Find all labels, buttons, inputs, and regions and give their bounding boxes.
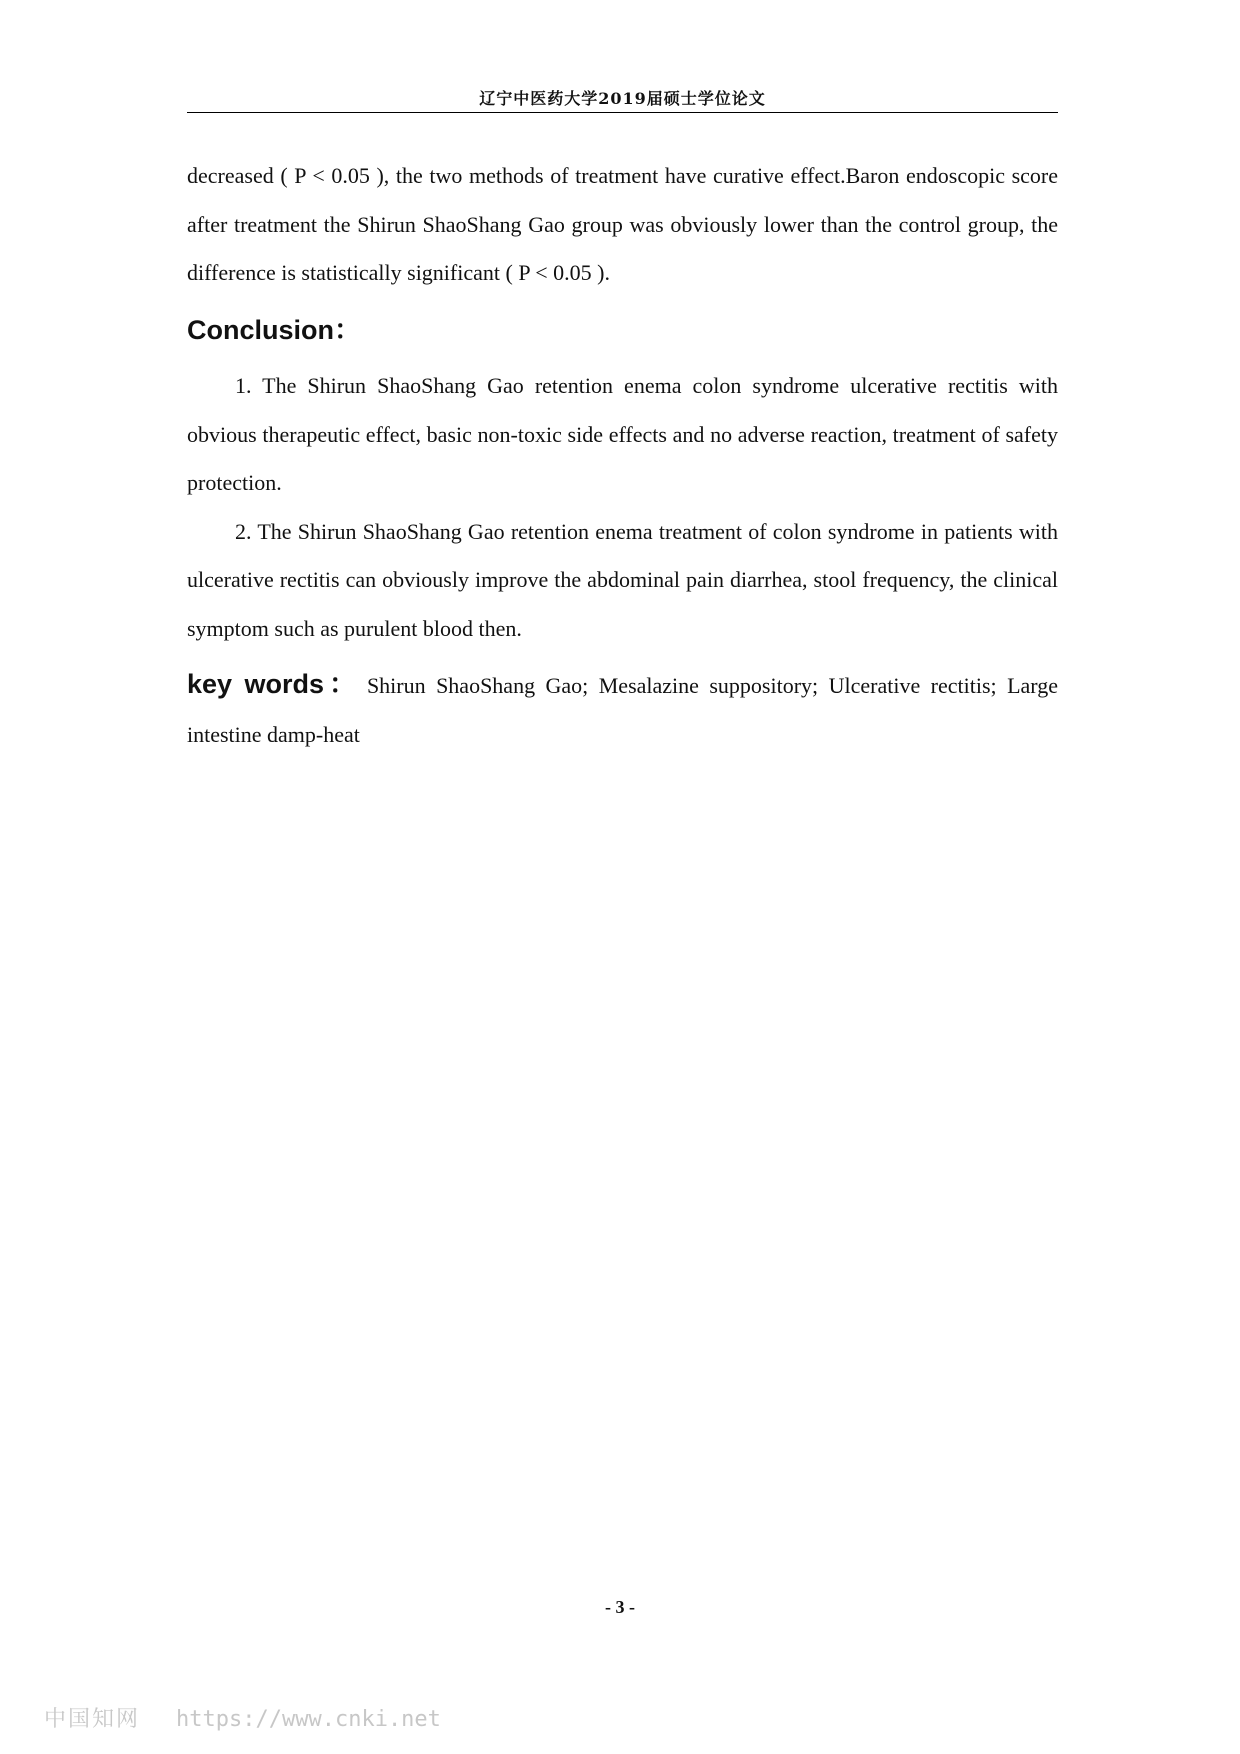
header-rule [187,112,1058,113]
page-number: - 3 - [605,1597,635,1617]
conclusion-item-2: 2. The Shirun ShaoShang Gao retention enema treatment of colon syndrome in patients with ulcerative rectitis can obviously improve the abdominal pain diarrhea, stool frequency, the clinical symptom such as purulent blood then. [187,518,1058,641]
watermark-url: https://www.cnki.net [176,1707,441,1732]
watermark [44,1702,441,1733]
keywords-block [187,660,1058,759]
conclusion-body [187,362,1058,653]
conclusion-heading: Conclusion： [187,315,361,345]
results-text: decreased ( P < 0.05 ), the two methods of treatment have curative effect.Baron endoscopic score after treatment the Shirun ShaoShang Gao group was obviously lower than the control group, the difference is statistically significant ( P < 0.05 ). [187,163,1058,285]
keywords-value: Shirun ShaoShang Gao; Mesalazine suppository; Ulcerative rectitis; Large intestine damp-heat [187,673,1059,747]
results-paragraph-continued [187,152,1058,298]
running-header: 辽宁中医药大学2019届硕士学位论文 [479,89,766,108]
conclusion-item-1: 1. The Shirun ShaoShang Gao retention enema colon syndrome ulcerative rectitis with obvious therapeutic effect, basic non-toxic side effects and no adverse reaction, treatment of safety protection. [187,373,1058,495]
watermark-logo: 中国知网 [44,1707,141,1732]
keywords-label: key words： [187,669,361,699]
